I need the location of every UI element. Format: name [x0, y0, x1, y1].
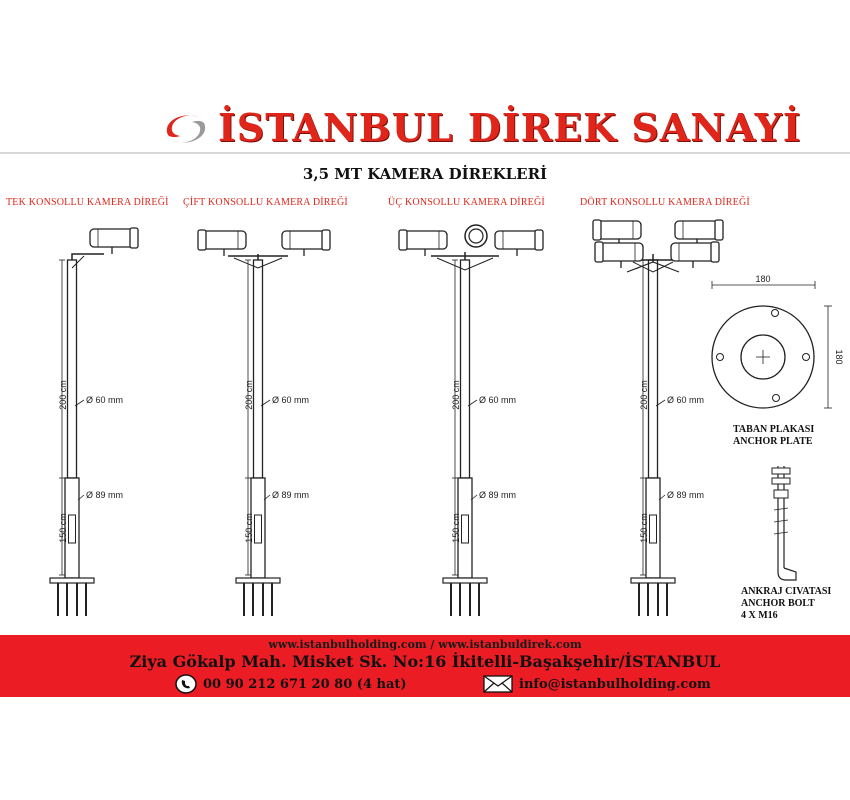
pole-caption-single: TEK KONSOLLU KAMERA DİREĞİ — [6, 197, 169, 208]
anchor-plate-label-tr: TABAN PLAKASI — [733, 424, 815, 435]
company-logo-icon — [160, 109, 212, 149]
footer-email — [483, 674, 711, 694]
camera-icon — [399, 230, 447, 256]
pole-single — [50, 228, 138, 616]
lower-height-label: 150 cm — [58, 513, 68, 543]
plate-width-label: 180 — [755, 274, 771, 284]
title-divider — [0, 152, 850, 154]
camera-icon — [282, 230, 330, 256]
lower-diameter-label: Ø 89 mm — [667, 490, 705, 500]
upper-height-label: 200 cm — [58, 380, 68, 410]
anchor-bolt-detail — [772, 466, 796, 580]
camera-icon — [671, 242, 719, 268]
upper-height-label: 200 cm — [244, 380, 254, 410]
camera-icon — [198, 230, 246, 256]
upper-height-label: 200 cm — [451, 380, 461, 410]
phone-number[interactable]: 00 90 212 671 20 80 (4 hat) — [203, 676, 407, 692]
pole-double — [198, 230, 330, 616]
pole-quad — [593, 220, 723, 616]
lower-height-label: 150 cm — [451, 513, 461, 543]
anchor-plate-label-en: ANCHOR PLATE — [733, 436, 813, 447]
lower-height-label: 150 cm — [639, 513, 649, 543]
lower-diameter-label: Ø 89 mm — [86, 490, 124, 500]
lower-diameter-label: Ø 89 mm — [479, 490, 517, 500]
upper-diameter-label: Ø 60 mm — [272, 395, 310, 405]
footer-address: Ziya Gökalp Mah. Misket Sk. No:16 İkitelli-Başakşehir/İSTANBUL — [129, 652, 721, 671]
pole-caption-double: ÇİFT KONSOLLU KAMERA DİREĞİ — [183, 197, 348, 208]
pole-caption-triple: ÜÇ KONSOLLU KAMERA DİREĞİ — [388, 197, 545, 208]
anchor-bolt-label-tr: ANKRAJ CIVATASI — [741, 586, 832, 597]
envelope-icon — [483, 675, 513, 693]
company-name: İSTANBUL DİREK SANAYİ — [218, 105, 802, 150]
plate-height-label: 180 — [834, 349, 844, 365]
anchor-plate-label — [733, 424, 814, 448]
upper-diameter-label: Ø 60 mm — [479, 395, 517, 405]
footer-phone — [175, 674, 407, 694]
pole-caption-quad: DÖRT KONSOLLU KAMERA DİREĞİ — [580, 197, 750, 208]
camera-icon — [90, 228, 138, 254]
footer-websites: www.istanbulholding.com / www.istanbuldirek.com — [268, 638, 582, 651]
lower-height-label: 150 cm — [244, 513, 254, 543]
anchor-bolt-label-en: ANCHOR BOLT — [741, 598, 815, 609]
page-title: 3,5 MT KAMERA DİREKLERİ — [302, 165, 548, 183]
camera-icon — [595, 242, 643, 268]
anchor-bolt-label — [741, 586, 831, 622]
camera-icon — [495, 230, 543, 256]
brand-header — [160, 103, 802, 153]
upper-height-label: 200 cm — [639, 380, 649, 410]
lower-diameter-label: Ø 89 mm — [272, 490, 310, 500]
anchor-plate-detail — [712, 274, 844, 408]
anchor-bolt-spec: 4 X M16 — [741, 610, 778, 621]
email-address[interactable]: info@istanbulholding.com — [519, 676, 711, 692]
phone-icon — [175, 674, 197, 694]
camera-icon — [465, 225, 487, 247]
pole-triple — [399, 225, 543, 616]
pole-drawing — [0, 210, 850, 630]
upper-diameter-label: Ø 60 mm — [667, 395, 705, 405]
upper-diameter-label: Ø 60 mm — [86, 395, 124, 405]
